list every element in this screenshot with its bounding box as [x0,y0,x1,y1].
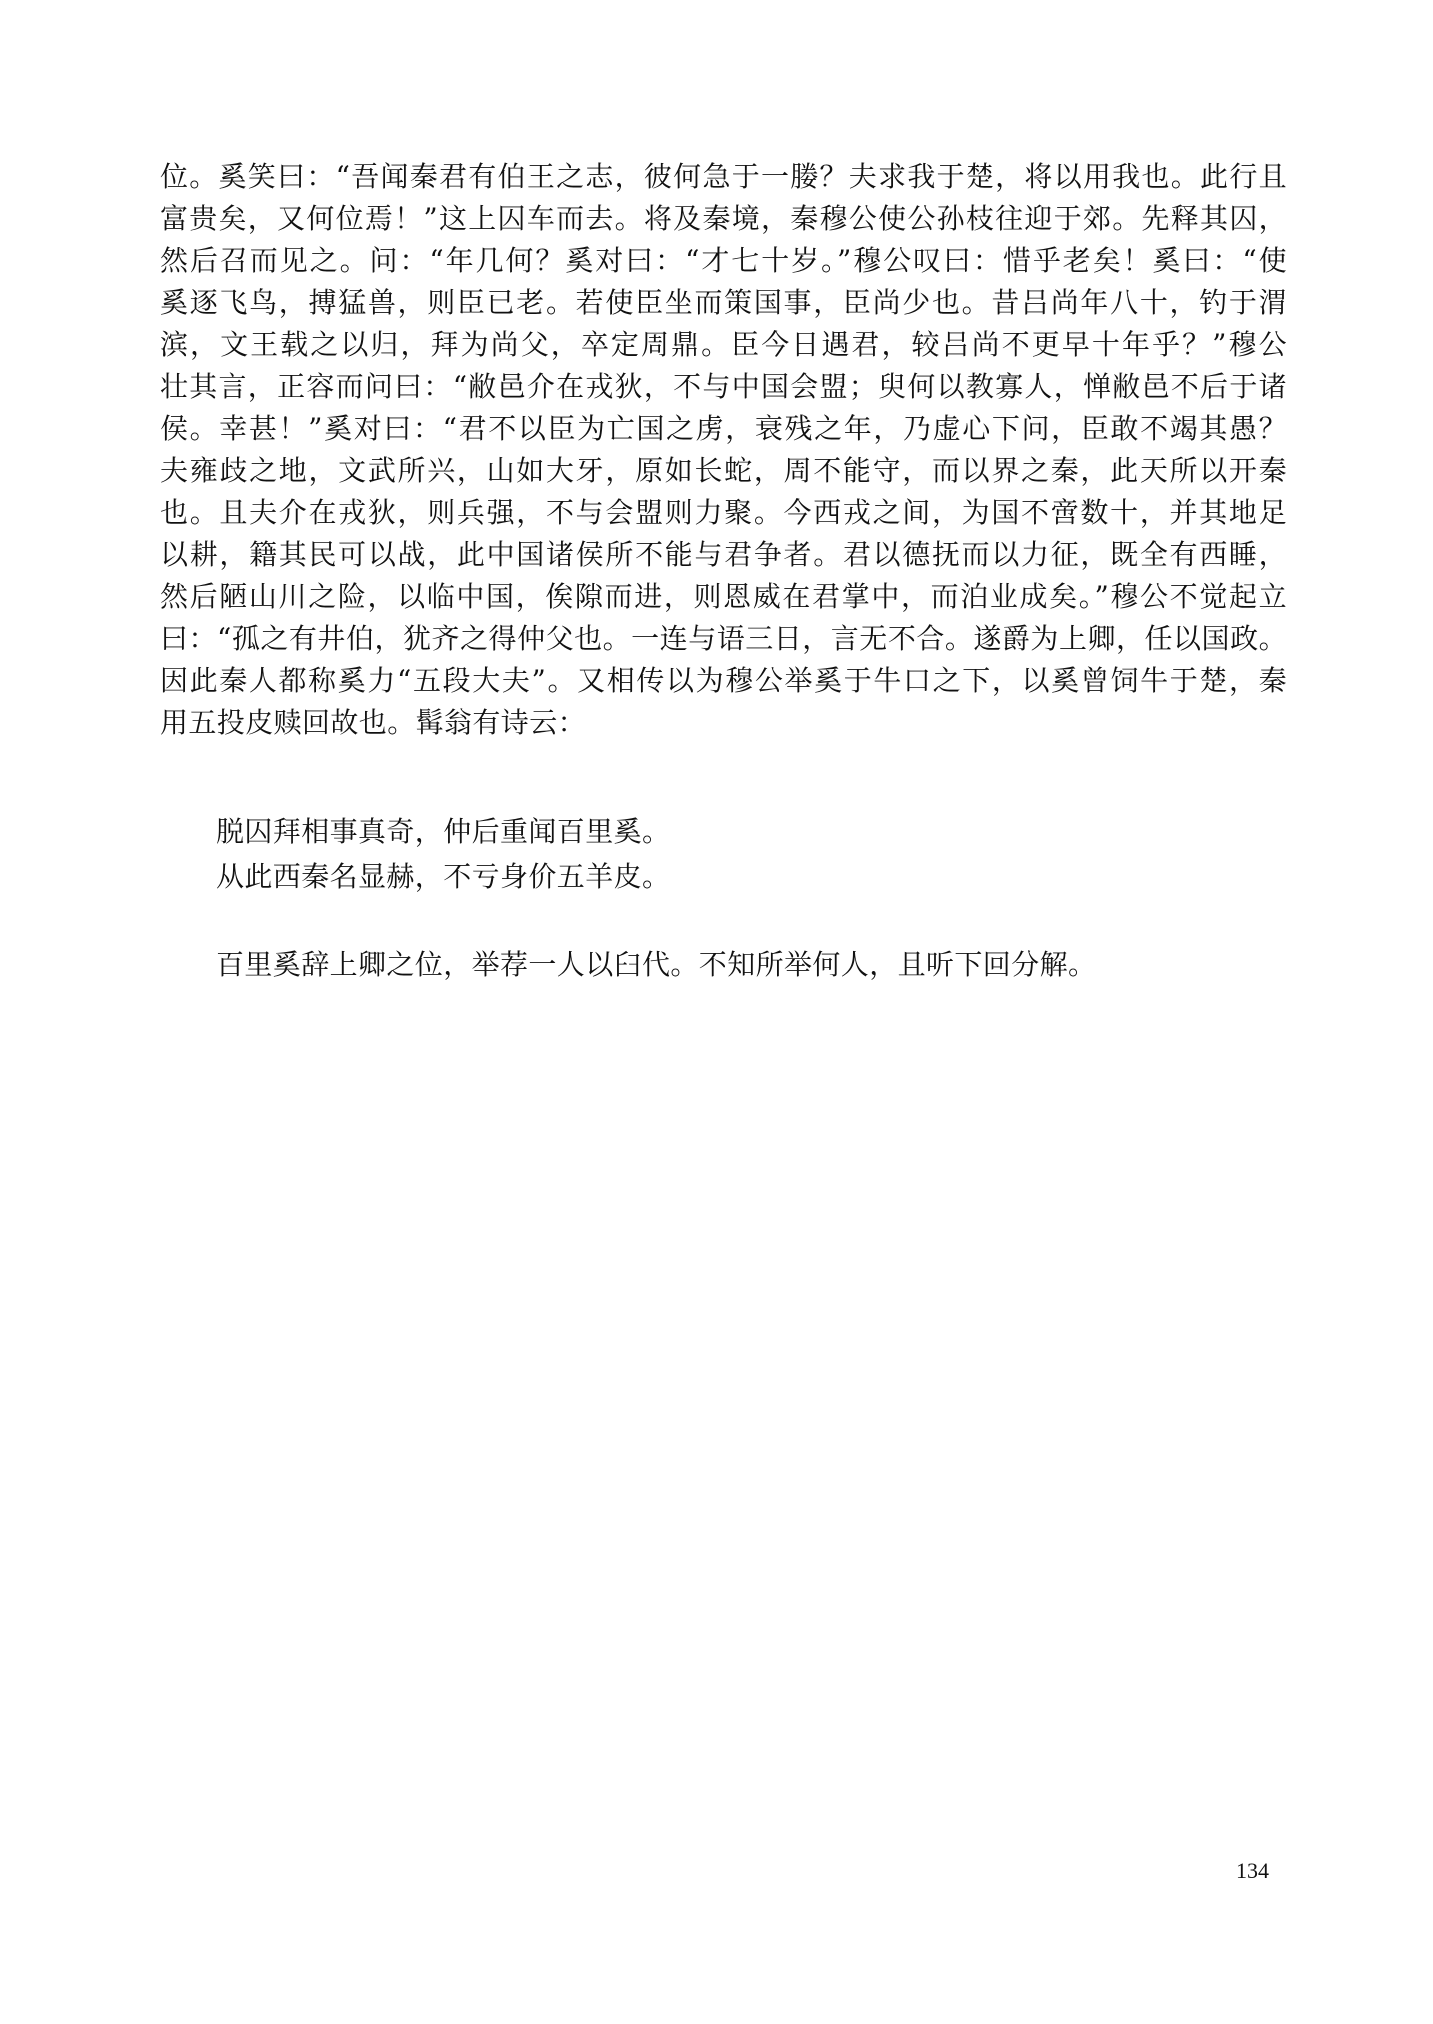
body-line: 奚逐飞鸟，搏猛兽，则臣已老。若使臣坐而策国事，臣尚少也。昔吕尚年八十，钓于渭 [160,286,1287,319]
poem-line: 脱囚拜相事真奇，仲后重闻百里奚。 [216,815,671,848]
body-line: 因此秦人都称奚力“五段大夫”。又相传以为穆公举奚于牛口之下，以奚曾饲牛于楚，秦 [160,664,1287,697]
body-line: 夫雍歧之地，文武所兴，山如大牙，原如长蛇，周不能守，而以界之秦，此天所以开秦 [160,454,1287,487]
body-line: 富贵矣，又何位焉！”这上囚车而去。将及秦境，秦穆公使公孙枝往迎于郊。先释其囚， [160,202,1287,235]
body-line: 然后陋山川之险，以临中国，俟隙而进，则恩威在君掌中，而泊业成矣。”穆公不觉起立 [160,580,1287,613]
body-line: 以耕，籍其民可以战，此中国诸侯所不能与君争者。君以德抚而以力征，既全有西睡， [160,538,1287,571]
page-number: 134 [1236,1858,1269,1883]
poem-line: 从此西秦名显赫，不亏身价五羊皮。 [216,860,671,893]
closing-line: 百里奚辞上卿之位，举荐一人以臼代。不知所举何人，且听下回分解。 [216,948,1097,981]
poem [216,809,670,899]
body-line: 侯。幸甚！”奚对曰：“君不以臣为亡国之虏，衰残之年，乃虚心下问，臣敢不竭其愚？ [160,412,1287,445]
body-line: 然后召而见之。问：“年几何？奚对曰：“才七十岁。”穆公叹曰：惜乎老矣！奚曰：“使 [160,244,1287,277]
body-paragraph [160,156,1287,744]
body-line: 位。奚笑曰：“吾闻秦君有伯王之志，彼何急于一媵？夫求我于楚，将以用我也。此行且 [160,160,1287,193]
body-line: 滨，文王载之以归，拜为尚父，卒定周鼎。臣今日遇君，较吕尚不更早十年乎？”穆公 [160,328,1287,361]
body-line: 壮其言，正容而问曰：“敝邑介在戎狄，不与中国会盟；臾何以教寡人，惮敝邑不后于诸 [160,370,1287,403]
body-line: 曰：“孤之有井伯，犹齐之得仲父也。一连与语三日，言无不合。遂爵为上卿，任以国政。 [160,622,1287,655]
body-line: 用五投皮赎回故也。髯翁有诗云： [160,706,587,739]
body-line: 也。且夫介在戎狄，则兵强，不与会盟则力聚。今西戎之间，为国不啻数十，并其地足 [160,496,1287,529]
